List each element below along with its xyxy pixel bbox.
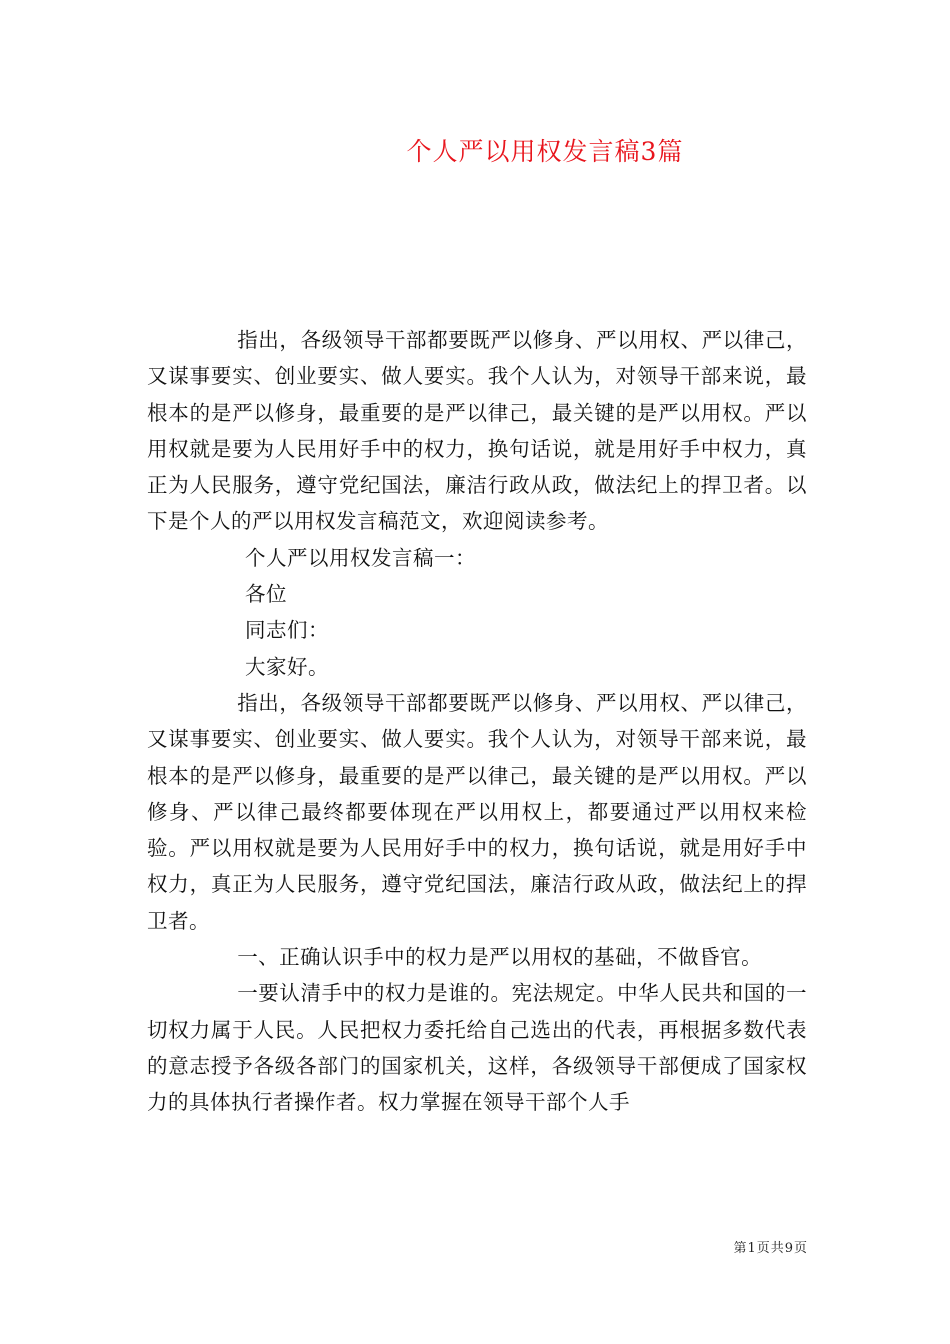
page-number: 第1页共9页 <box>733 1241 808 1256</box>
document-title: 个人严以用权发言稿3篇 <box>406 137 684 166</box>
greeting-line: 大家好。 <box>245 654 329 679</box>
speech-heading: 个人严以用权发言稿一： <box>245 545 476 570</box>
greeting-line: 各位 <box>245 582 287 607</box>
intro-paragraph: 指出，各级领导干部都要既严以修身、严以用权、严以律己，又谋事要实、创业要实、做人要实。我个人认为，对领导干部来说，最根本的是严以修身，最重要的是严以律己，最关键的是严以用权。严以用权就是要为人民用好手中的权力，换句话说，就是用好手中权力，真正为人民服务，遵守党纪国法，廉洁行政从政，做法纪上的捍卫者。以下是个人的严以用权发言稿范文，欢迎阅读参考。 <box>147 328 807 534</box>
greeting-line: 同志们： <box>245 618 329 643</box>
body-paragraph: 一要认清手中的权力是谁的。宪法规定。中华人民共和国的一切权力属于人民。人民把权力委托给自己选出的代表，再根据多数代表的意志授予各级各部门的国家机关，这样，各级领导干部便成了国家权力的具体执行者操作者。权力掌握在领导干部个人手 <box>147 981 807 1115</box>
document-body <box>147 322 807 1121</box>
body-paragraph: 指出，各级领导干部都要既严以修身、严以用权、严以律己，又谋事要实、创业要实、做人要实。我个人认为，对领导干部来说，最根本的是严以修身，最重要的是严以律己，最关键的是严以用权。严以修身、严以律己最终都要体现在严以用权上，都要通过严以用权来检验。严以用权就是要为人民用好手中的权力，换句话说，就是用好手中权力，真正为人民服务，遵守党纪国法，廉洁行政从政，做法纪上的捍卫者。 <box>147 690 807 933</box>
section-heading: 一、正确认识手中的权力是严以用权的基础，不做昏官。 <box>237 945 763 970</box>
